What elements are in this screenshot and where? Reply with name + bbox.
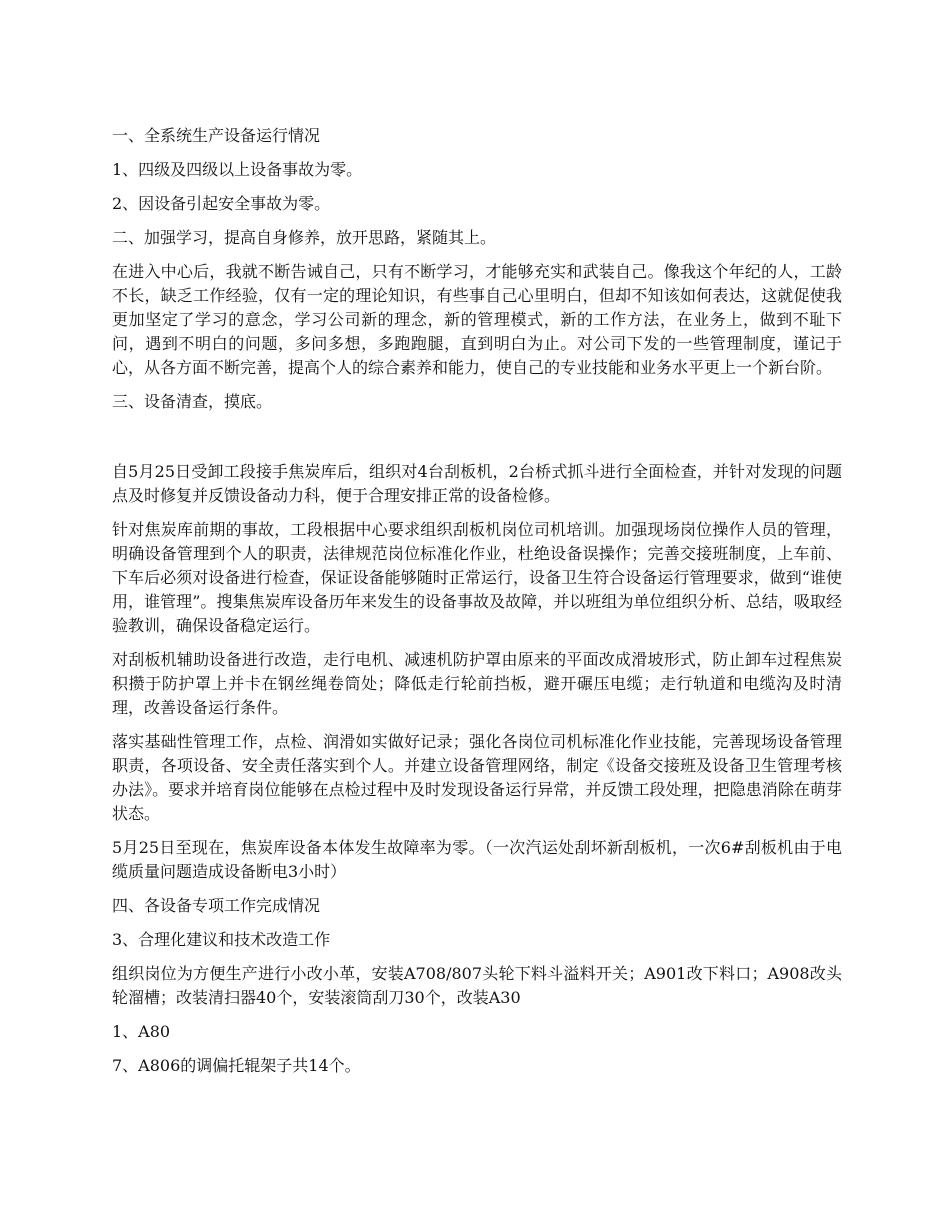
body-paragraph: 组织岗位为方便生产进行小改小革，安装A708/807头轮下料斗溢料开关；A901改下料口；A908改头轮溜槽；改装清扫器40个，安装滚筒刮刀30个，改装A30	[112, 964, 842, 1007]
body-paragraph: 落实基础性管理工作，点检、润滑如实做好记录；强化各岗位司机标准化作业技能，完善现场设备管理职责，各项设备、安全责任落实到个人。并建立设备管理网络，制定《设备交接班及设备卫生管理考核办法》。要求并培育岗位能够在点检过程中及时发现设备运行异常，并反馈工段处理，把隐患消除在萌芽状态。	[112, 732, 842, 823]
heading-section-2: 二、加强学习，提高自身修养，放开思路，紧随其上。	[112, 228, 497, 247]
list-item: 1、A80	[112, 1022, 171, 1041]
heading-section-1: 一、全系统生产设备运行情况	[112, 126, 321, 145]
heading-section-3: 三、设备清查，摸底。	[112, 392, 273, 411]
document-page	[112, 124, 842, 1088]
body-paragraph: 对刮板机辅助设备进行改造，走行电机、减速机防护罩由原来的平面改成滑坡形式，防止卸车过程焦炭积攒于防护罩上并卡在钢丝绳卷筒处；降低走行轮前挡板，避开碾压电缆；走行轨道和电缆沟及时清理，改善设备运行条件。	[112, 650, 842, 717]
blank-spacer	[112, 424, 842, 460]
list-item: 7、A806的调偏托辊架子共14个。	[112, 1056, 361, 1075]
body-paragraph: 自5月25日受卸工段接手焦炭库后，组织对4台刮板机，2台桥式抓斗进行全面检查，并针对发现的问题点及时修复并反馈设备动力科，便于合理安排正常的设备检修。	[112, 462, 842, 505]
list-item: 2、因设备引起安全事故为零。	[112, 194, 331, 213]
list-item: 3、合理化建议和技术改造工作	[112, 930, 331, 949]
body-paragraph: 针对焦炭库前期的事故，工段根据中心要求组织刮板机岗位司机培训。加强现场岗位操作人员的管理，明确设备管理到个人的职责，法律规范岗位标准化作业，杜绝设备误操作；完善交接班制度，上车前、下车后必须对设备进行检查，保证设备能够随时正常运行，设备卫生符合设备运行管理要求，做到“谁使用，谁管理”。搜集焦炭库设备历年来发生的设备事故及故障，并以班组为单位组织分析、总结，吸取经验教训，确保设备稳定运行。	[112, 520, 842, 635]
list-item: 1、四级及四级以上设备事故为零。	[112, 160, 363, 179]
heading-section-4: 四、各设备专项工作完成情况	[112, 896, 321, 915]
body-paragraph: 在进入中心后，我就不断告诫自己，只有不断学习，才能够充实和武装自己。像我这个年纪的人，工龄不长，缺乏工作经验，仅有一定的理论知识，有些事自己心里明白，但却不知该如何表达，这就促使我更加坚定了学习的意念，学习公司新的理念，新的管理模式，新的工作方法，在业务上，做到不耻下问，遇到不明白的问题，多问多想，多跑跑腿，直到明白为止。对公司下发的一些管理制度，谨记于心，从各方面不断完善，提高个人的综合素养和能力，使自己的专业技能和业务水平更上一个新台阶。	[112, 262, 842, 377]
body-paragraph: 5月25日至现在，焦炭库设备本体发生故障率为零。（一次汽运处刮坏新刮板机，一次6#刮板机由于电缆质量问题造成设备断电3小时）	[112, 838, 842, 881]
